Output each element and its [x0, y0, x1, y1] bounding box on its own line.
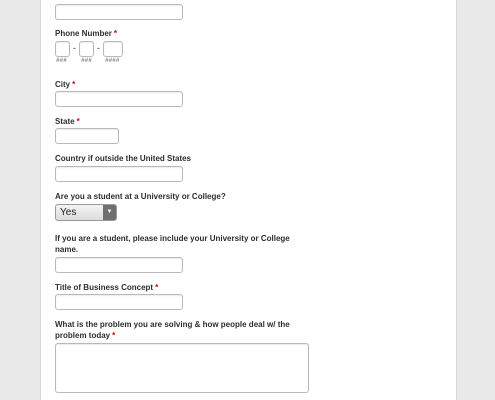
phone-line-number-input[interactable]	[103, 41, 123, 57]
country-input[interactable]	[55, 166, 183, 182]
problem-label-text: What is the problem you are solving & how people deal w/ the problem today	[55, 320, 290, 340]
required-marker: *	[72, 80, 76, 89]
student-select[interactable]	[55, 204, 117, 221]
student-question-label: Are you a student at a University or College?	[55, 192, 226, 201]
city-input[interactable]	[55, 91, 183, 107]
phone-area-code-sublabel: ###	[56, 58, 67, 64]
state-label	[55, 116, 80, 127]
phone-area-code-input[interactable]	[55, 41, 70, 57]
business-title-label-text: Title of Business Concept	[55, 283, 154, 292]
phone-number-label-text: Phone Number	[55, 29, 112, 38]
required-marker: *	[113, 29, 118, 38]
business-title-input[interactable]	[55, 294, 183, 310]
problem-label	[55, 319, 305, 341]
university-label: If you are a student, please include your University or College name.	[55, 234, 290, 254]
phone-separator: -	[97, 43, 100, 53]
required-marker: *	[76, 117, 80, 126]
chevron-down-icon: ▼	[103, 205, 116, 220]
required-marker: *	[112, 331, 116, 340]
state-label-text: State	[55, 117, 75, 126]
required-marker: *	[155, 283, 159, 292]
student-select-value: Yes	[60, 207, 77, 218]
form-page	[40, 0, 457, 400]
country-label: Country if outside the United States	[55, 154, 192, 163]
phone-prefix-sublabel: ###	[81, 58, 92, 64]
previous-field-input[interactable]	[55, 4, 183, 20]
state-input[interactable]	[55, 128, 119, 144]
city-label-text: City	[55, 80, 71, 89]
problem-textarea[interactable]	[55, 343, 309, 393]
phone-prefix-input[interactable]	[79, 41, 94, 57]
phone-separator: -	[73, 43, 76, 53]
business-title-label	[55, 282, 158, 293]
city-label	[55, 79, 75, 90]
university-input[interactable]	[55, 257, 183, 273]
phone-number-label	[55, 28, 117, 39]
phone-line-number-sublabel: ####	[105, 58, 120, 64]
